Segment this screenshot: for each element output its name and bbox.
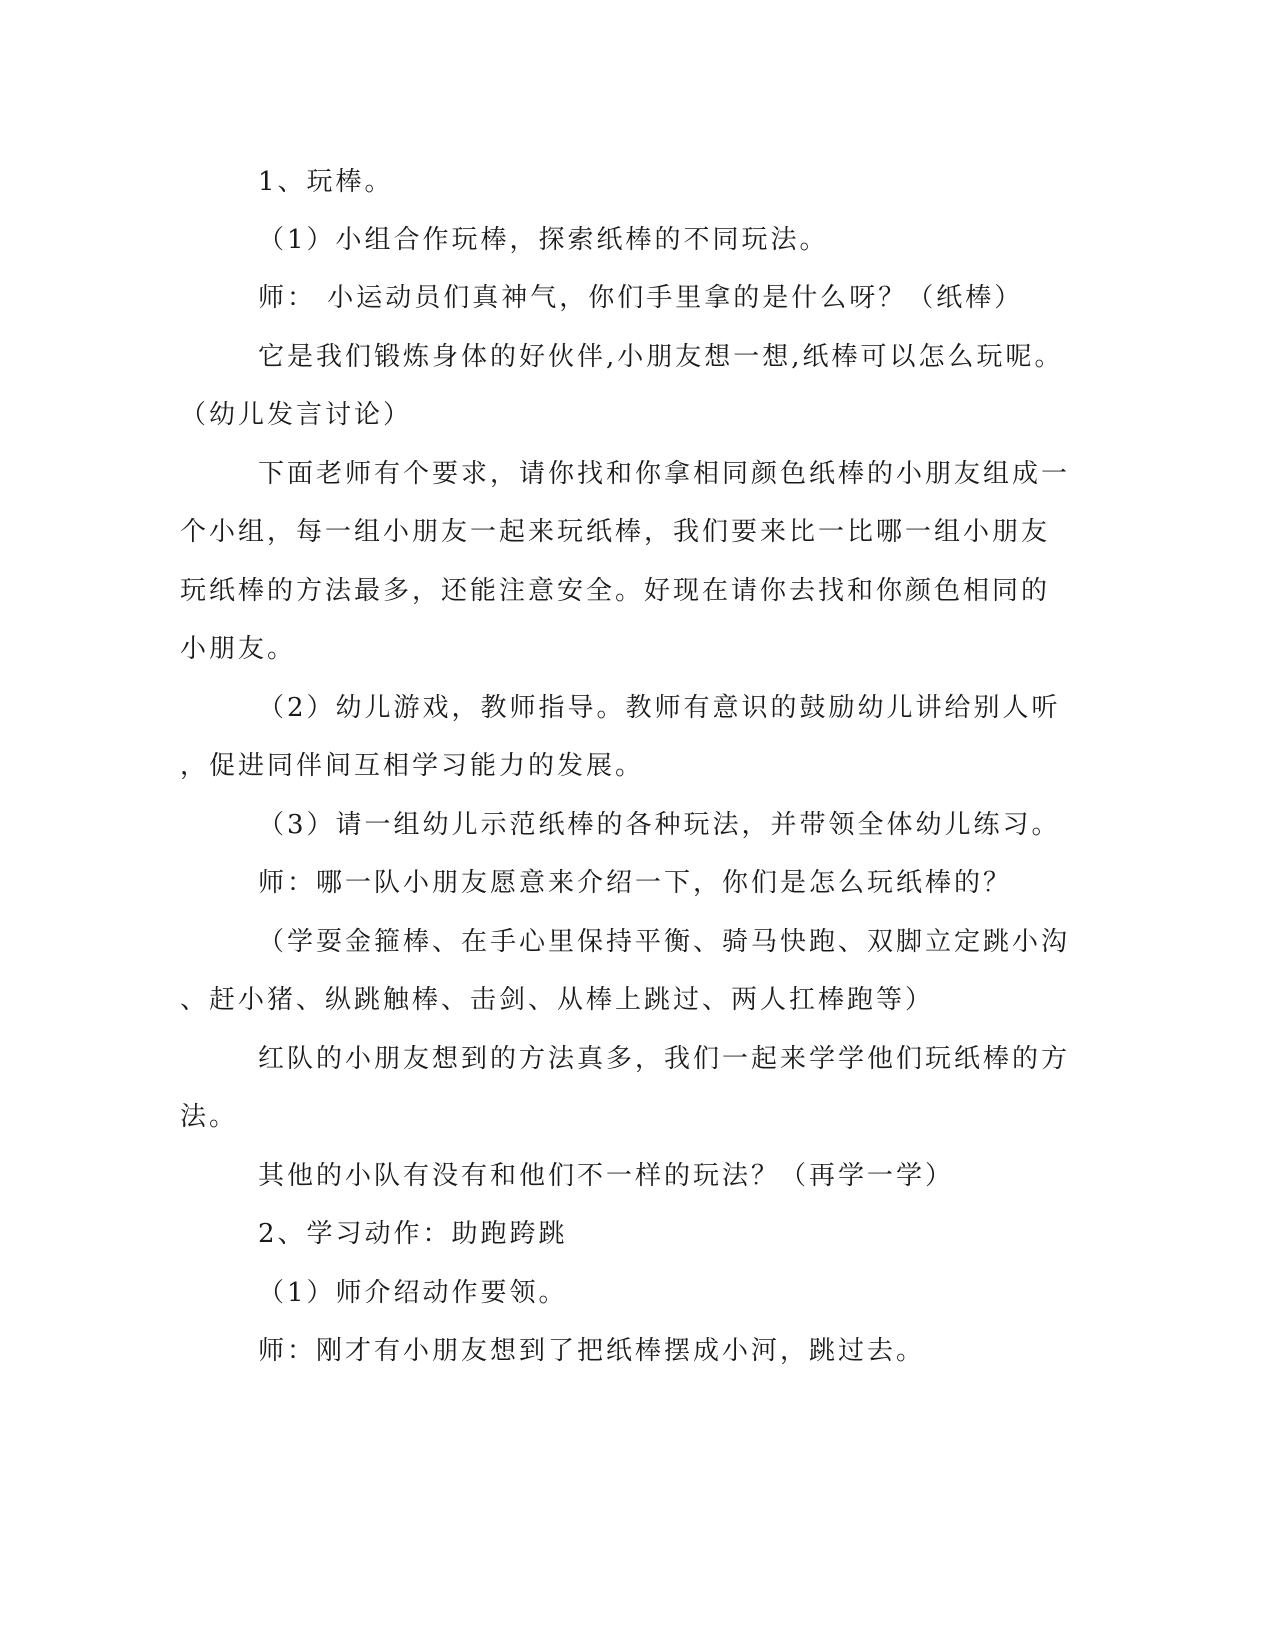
paragraph-line: （幼儿发言讨论）	[180, 400, 413, 430]
paragraph-line: （学耍金箍棒、在手心里保持平衡、骑马快跑、双脚立定跳小沟	[258, 927, 1071, 957]
paragraph-line: 法。	[180, 1102, 239, 1132]
paragraph-line: 、赶小猪、纵跳触棒、击剑、从棒上跳过、两人扛棒跑等）	[180, 985, 935, 1015]
paragraph-line: （1）小组合作玩棒，探索纸棒的不同玩法。	[258, 225, 829, 255]
paragraph-line: ，促进同伴间互相学习能力的发展。	[180, 751, 645, 781]
paragraph-line: （1）师介绍动作要领。	[258, 1278, 568, 1308]
paragraph-line: 它是我们锻炼身体的好伙伴,小朋友想一想,纸棒可以怎么玩呢。	[258, 342, 1064, 372]
heading-play-stick: 1、玩棒。	[258, 167, 394, 197]
paragraph-line: 下面老师有个要求，请你找和你拿相同颜色纸棒的小朋友组成一	[258, 459, 1071, 489]
paragraph-line: 小朋友。	[180, 634, 297, 664]
paragraph-line: 玩纸棒的方法最多，还能注意安全。好现在请你去找和你颜色相同的	[180, 576, 1051, 606]
paragraph-line: （3）请一组幼儿示范纸棒的各种玩法，并带领全体幼儿练习。	[258, 810, 1061, 840]
paragraph-line: 师：哪一队小朋友愿意来介绍一下，你们是怎么玩纸棒的？	[258, 868, 1013, 898]
paragraph-line: 其他的小队有没有和他们不一样的玩法？（再学一学）	[258, 1161, 955, 1191]
paragraph-line: 师：刚才有小朋友想到了把纸棒摆成小河，跳过去。	[258, 1336, 926, 1366]
heading-learn-action: 2、学习动作：助跑跨跳	[258, 1219, 568, 1249]
paragraph-line: 师： 小运动员们真神气，你们手里拿的是什么呀？（纸棒）	[258, 283, 1024, 313]
paragraph-line: 个小组，每一组小朋友一起来玩纸棒，我们要来比一比哪一组小朋友	[180, 517, 1051, 547]
paragraph-line: （2）幼儿游戏，教师指导。教师有意识的鼓励幼儿讲给别人听	[258, 693, 1061, 723]
paragraph-line: 红队的小朋友想到的方法真多，我们一起来学学他们玩纸棒的方	[258, 1044, 1071, 1074]
